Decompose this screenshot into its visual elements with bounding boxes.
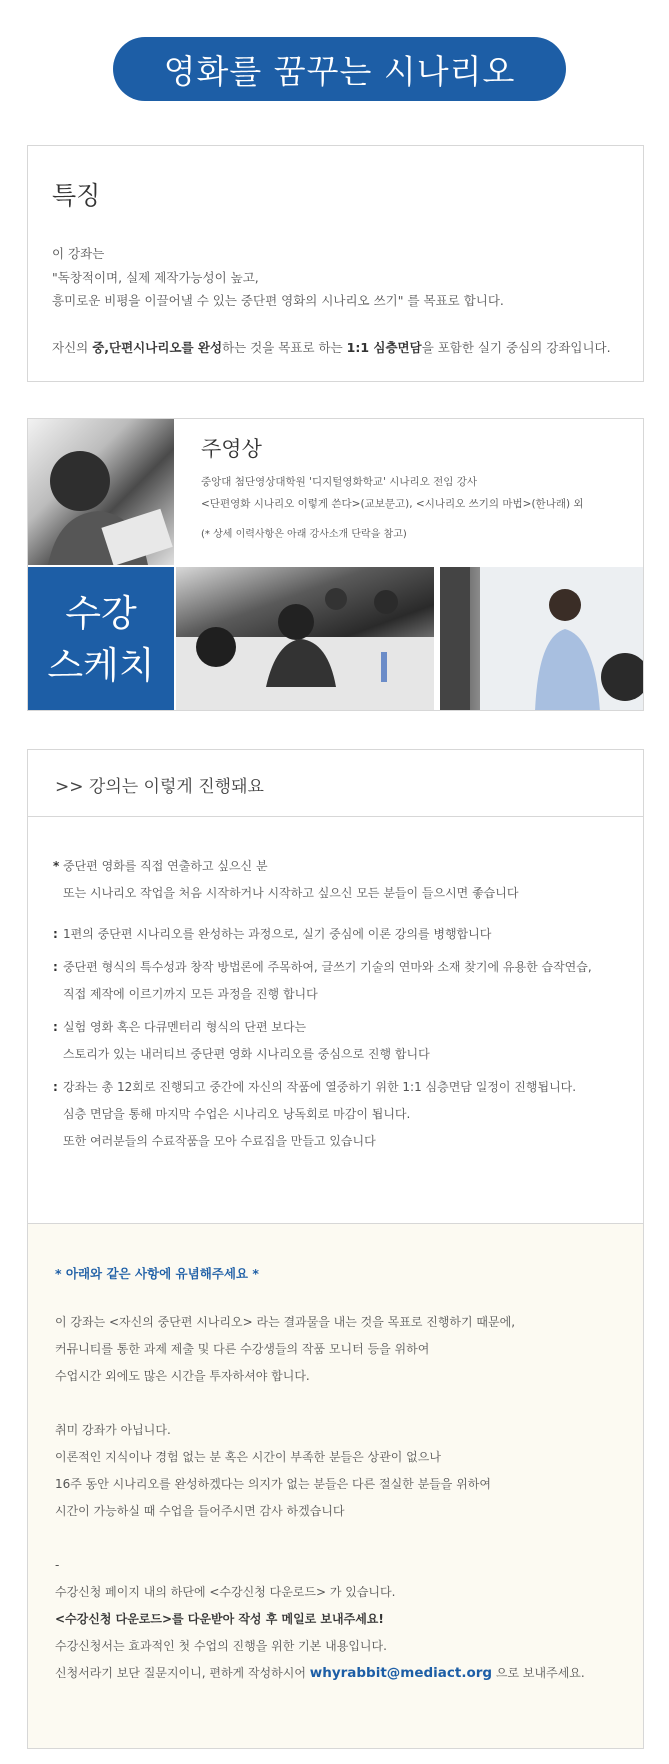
features-heading: 특징	[52, 181, 101, 210]
goal-highlight-2: 1:1 심층면담	[346, 339, 422, 355]
sketch-label-line1: 수강	[65, 591, 137, 635]
progress-item	[53, 1074, 643, 1155]
notice-line: 16주 동안 시나리오를 완성하겠다는 의지가 없는 분들은 다른 절실한 분들을 위하여	[55, 1477, 491, 1491]
form-email-line: 신청서라기 보단 질문지이니, 편하게 작성하시어 whyrabbit@mediact.org 으로 보내주세요.	[55, 1665, 585, 1681]
notice-line: 이론적인 지식이나 경험 없는 분 혹은 시간이 부족한 분들은 상관이 없으나	[55, 1450, 441, 1464]
course-progress-section	[27, 749, 644, 1749]
features-intro-line: 흥미로운 비평을 이끌어낼 수 있는 중단편 영화의 시나리오 쓰기" 를 목표로 합니다.	[52, 293, 504, 308]
item-line: 직접 제작에 이르기까지 모든 과정을 진행 합니다	[63, 987, 318, 1001]
sketch-label-line2: 스케치	[47, 643, 155, 687]
instructor-note: (* 상세 이력사항은 아래 강사소개 단락을 참고)	[201, 529, 407, 540]
progress-list	[28, 817, 643, 1223]
item-line: 실험 영화 혹은 다큐멘터리 형식의 단편 보다는	[63, 1020, 307, 1034]
progress-item	[53, 853, 643, 907]
item-mark: :	[53, 960, 58, 974]
page-title: 영화를 꿈꾸는 시나리오	[113, 37, 566, 101]
instructor-books: <단편영화 시나리오 이렇게 쓴다>(교보문고), <시나리오 쓰기의 마법>(한나래) 외	[201, 498, 584, 510]
sketch-label	[28, 567, 174, 711]
notice-panel	[28, 1223, 643, 1749]
notice-line: 이 강좌는 <자신의 중단편 시나리오> 라는 결과물을 내는 것을 목표로 진행하기 때문에,	[55, 1315, 516, 1329]
instructor-career: 중앙대 첨단영상대학원 '디지털영화학교' 시나리오 전임 강사	[201, 476, 478, 488]
progress-item	[53, 921, 643, 948]
item-mark: :	[53, 927, 58, 941]
features-section	[27, 145, 644, 382]
item-line: 심층 면담을 통해 마지막 수업은 시나리오 낭독회로 마감이 됩니다.	[63, 1107, 411, 1121]
progress-heading: >> 강의는 이렇게 진행돼요	[28, 750, 643, 817]
item-line: 1편의 중단편 시나리오를 완성하는 과정으로, 실기 중심에 이론 강의를 병행합니다	[63, 927, 492, 941]
instructor-section	[27, 418, 644, 711]
progress-item	[53, 954, 643, 1008]
item-mark: :	[53, 1080, 58, 1094]
item-line: 또한 여러분들의 수료작품을 모아 수료집을 만들고 있습니다	[63, 1134, 376, 1148]
contact-email-link[interactable]: whyrabbit@mediact.org	[309, 1665, 493, 1681]
form-download-info: 수강신청 페이지 내의 하단에 <수강신청 다운로드> 가 있습니다.	[55, 1585, 396, 1599]
item-mark: :	[53, 1020, 58, 1034]
item-line: 또는 시나리오 작업을 처음 시작하거나 시작하고 싶으신 모든 분들이 들으시면 좋습니다	[63, 886, 519, 900]
progress-item	[53, 1014, 643, 1068]
form-send-instruction: <수강신청 다운로드>를 다운받아 작성 후 메일로 보내주세요!	[55, 1612, 384, 1626]
features-goal: 자신의 중,단편시나리오를 완성하는 것을 목표로 하는 1:1 심층면담을 포함한 실기 중심의 강좌입니다.	[52, 339, 611, 355]
notice-line: 수업시간 외에도 많은 시간을 투자하셔야 합니다.	[55, 1369, 310, 1383]
form-purpose: 수강신청서는 효과적인 첫 수업의 진행을 위한 기본 내용입니다.	[55, 1639, 387, 1653]
notice-line: 커뮤니티를 통한 과제 제출 및 다른 수강생들의 작품 모니터 등을 위하여	[55, 1342, 430, 1356]
features-intro-line: 이 강좌는	[52, 246, 105, 261]
notice-line: 시간이 가능하실 때 수업을 들어주시면 감사 하겠습니다	[55, 1504, 345, 1518]
goal-highlight-1: 중,단편시나리오를 완성	[92, 339, 223, 355]
instructor-info	[201, 433, 641, 540]
notice-dash: -	[55, 1558, 60, 1572]
item-line: 중단편 영화를 직접 연출하고 싶으신 분	[63, 859, 268, 873]
notice-title: * 아래와 같은 사항에 유념해주세요 *	[55, 1266, 259, 1281]
features-intro-line: "독창적이며, 실제 제작가능성이 높고,	[52, 269, 259, 285]
lecturer-photo	[440, 567, 644, 711]
item-line: 중단편 형식의 특수성과 창작 방법론에 주목하여, 글쓰기 기술의 연마와 소재 찾기에 유용한 습작연습,	[63, 960, 592, 974]
instructor-writing-photo	[28, 419, 174, 565]
notice-line: 취미 강좌가 아닙니다.	[55, 1423, 171, 1437]
item-line: 스토리가 있는 내러티브 중단편 영화 시나리오를 중심으로 진행 합니다	[63, 1047, 430, 1061]
item-line: 강좌는 총 12회로 진행되고 중간에 자신의 작품에 열중하기 위한 1:1 심층면담 일정이 진행됩니다.	[63, 1080, 577, 1094]
instructor-name: 주영상	[201, 437, 262, 461]
class-scene-photo	[176, 567, 434, 711]
item-mark: *	[53, 859, 60, 873]
